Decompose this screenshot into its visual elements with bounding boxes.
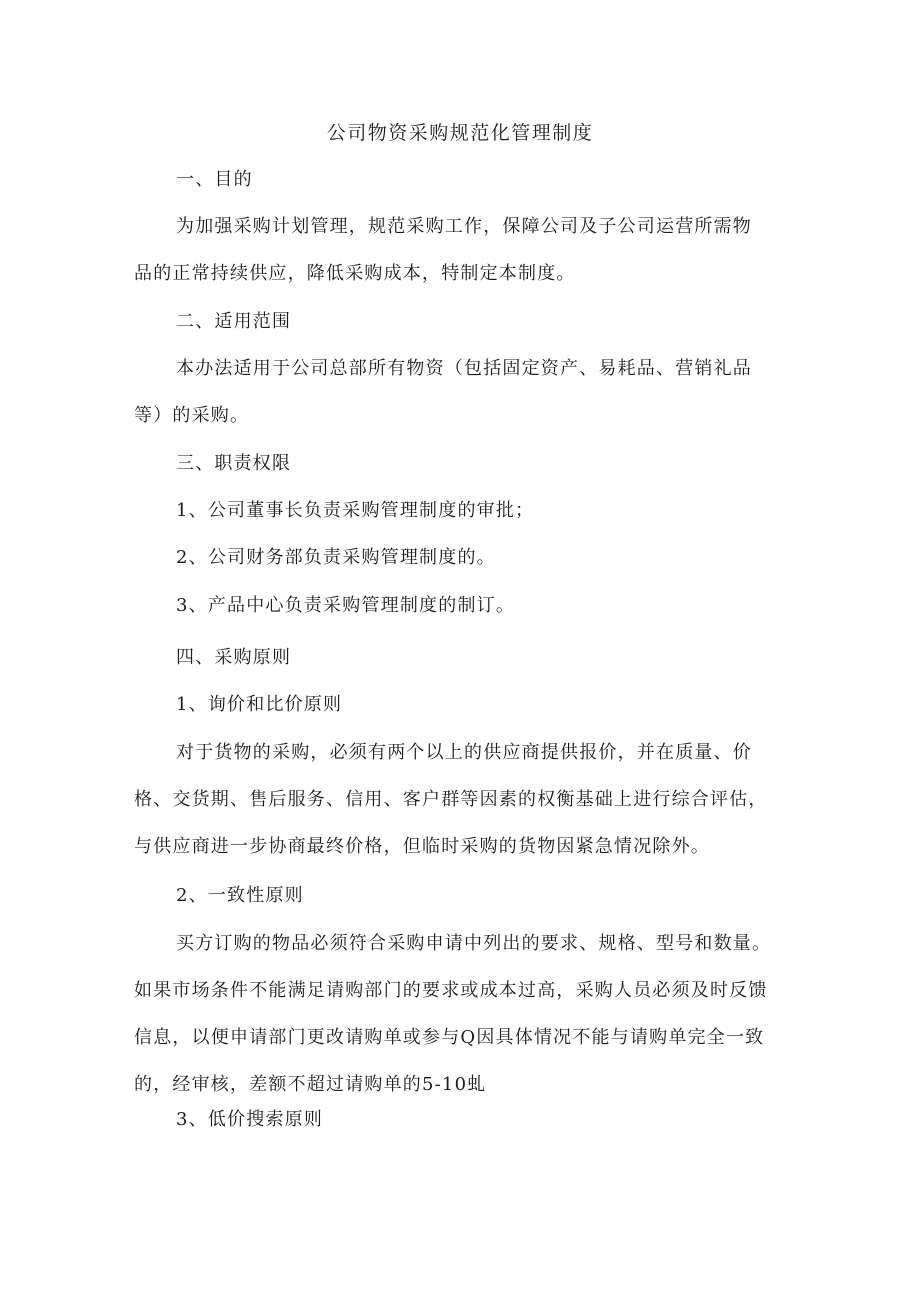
section-heading-responsibilities: 三、职责权限: [176, 453, 292, 474]
paragraph-line: 买方订购的物品必须符合采购申请中列出的要求、规格、型号和数量。: [176, 933, 772, 954]
document-title: 公司物资采购规范化管理制度: [326, 122, 594, 144]
subsection-heading: 1、询价和比价原则: [176, 694, 343, 715]
paragraph-line: 与供应商进一步协商最终价格，但临时采购的货物因紧急情况除外。: [134, 836, 710, 857]
section-heading-principles: 四、采购原则: [176, 647, 292, 668]
paragraph-line: 对于货物的采购，必须有两个以上的供应商提供报价，并在质量、价: [176, 742, 752, 763]
section-heading-purpose: 一、目的: [176, 169, 253, 190]
paragraph-line: 为加强采购计划管理，规范采购工作，保障公司及子公司运营所需物: [176, 216, 752, 237]
paragraph-line: 等）的采购。: [134, 405, 250, 426]
list-item: 3、产品中心负责采购管理制度的制订。: [176, 595, 516, 616]
list-item: 1、公司董事长负责采购管理制度的审批；: [176, 500, 535, 521]
list-item: 2、公司财务部负责采购管理制度的。: [176, 547, 496, 568]
section-heading-scope: 二、适用范围: [176, 311, 292, 332]
paragraph-line: 信息，以便申请部门更改请购单或参与Q因具体情况不能与请购单完全一致: [134, 1027, 765, 1048]
paragraph-line: 的，经审核，差额不超过请购单的5-10虬: [134, 1074, 487, 1095]
subsection-heading: 3、低价搜索原则: [176, 1109, 324, 1130]
paragraph-line: 如果市场条件不能满足请购部门的要求或成本过高，采购人员必须及时反馈: [134, 980, 768, 1001]
subsection-heading: 2、一致性原则: [176, 885, 304, 906]
paragraph-line: 品的正常持续供应，降低采购成本，特制定本制度。: [134, 263, 576, 284]
paragraph-line: 格、交货期、售后服务、信用、客户群等因素的权衡基础上进行综合评估，: [134, 789, 768, 810]
paragraph-line: 本办法适用于公司总部所有物资（包括固定资产、易耗品、营销礼品: [176, 358, 752, 379]
